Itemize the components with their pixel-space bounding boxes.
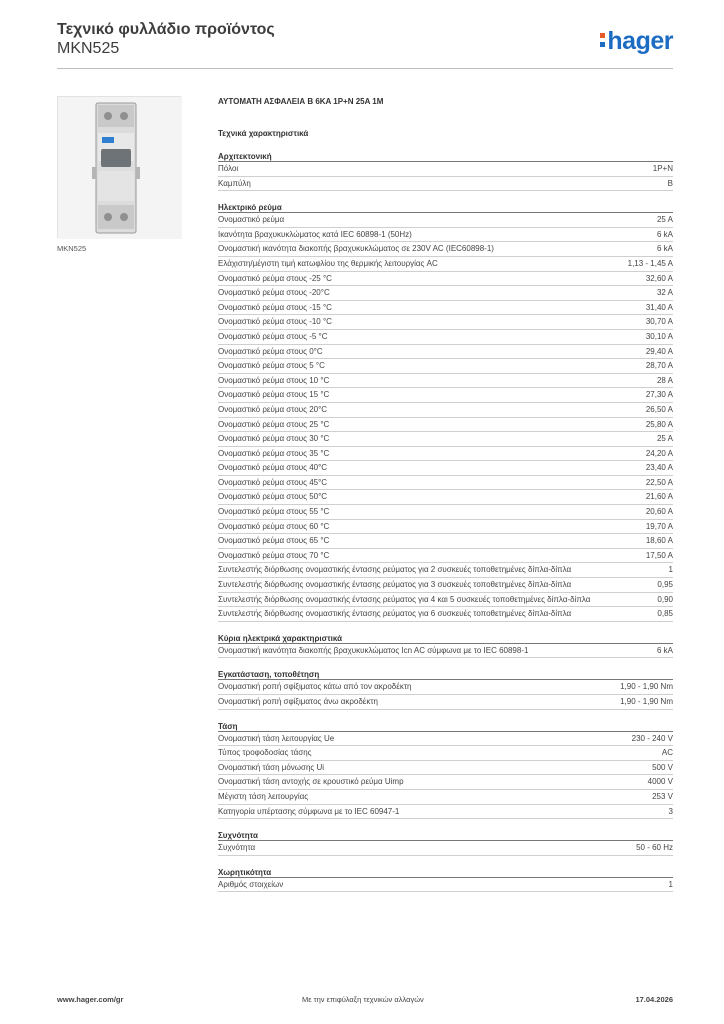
spec-label: Ονομαστικό ρεύμα στους -15 °C — [218, 302, 332, 312]
spec-value: 253 V — [652, 791, 673, 801]
spec-row — [218, 177, 673, 192]
spec-label: Ικανότητα βραχυκυκλώματος κατά IEC 60898-1 (50Hz) — [218, 229, 412, 239]
spec-value: AC — [661, 748, 673, 758]
spec-row — [218, 790, 673, 805]
spec-row — [218, 301, 673, 316]
spec-group-title: Αρχιτεκτονική — [218, 151, 673, 162]
spec-group — [218, 830, 673, 856]
spec-label: Ονομαστικό ρεύμα στους -5 °C — [218, 331, 328, 341]
spec-value: 18,60 A — [645, 536, 673, 546]
spec-row — [218, 746, 673, 761]
spec-value: 3 — [668, 806, 673, 816]
spec-row — [218, 805, 673, 820]
spec-value: 6 kA — [656, 229, 673, 239]
spec-row — [218, 162, 673, 177]
spec-label: Ονομαστικό ρεύμα στους -20°C — [218, 288, 330, 298]
spec-label: Συντελεστής διόρθωσης ονομαστικής έντασης ρεύματος για 6 συσκευές τοποθετημένες δίπλα-δίπλα — [218, 609, 572, 619]
spec-label: Ονομαστική ροπή σφίξιματος κάτω από τον ακροδέκτη — [218, 682, 412, 692]
spec-row — [218, 213, 673, 228]
spec-value: 25 A — [656, 215, 673, 225]
product-code: MKN525 — [57, 40, 120, 57]
spec-row — [218, 286, 673, 301]
spec-value: B — [667, 178, 673, 188]
spec-group — [218, 151, 673, 191]
spec-row — [218, 644, 673, 659]
spec-value: 25 A — [656, 434, 673, 444]
spec-row — [218, 878, 673, 893]
spec-group — [218, 721, 673, 820]
spec-row — [218, 374, 673, 389]
spec-value: 17,50 A — [645, 550, 673, 560]
spec-group-title: Εγκατάσταση, τοποθέτηση — [218, 669, 673, 680]
spec-row — [218, 578, 673, 593]
spec-label: Συντελεστής διόρθωσης ονομαστικής έντασης ρεύματος για 2 συσκευές τοποθετημένες δίπλα-δίπλα — [218, 565, 572, 575]
header-divider — [57, 68, 673, 69]
spec-label: Ονομαστική τάση λειτουργίας Ue — [218, 733, 335, 743]
spec-row — [218, 520, 673, 535]
spec-label: Αριθμός στοιχείων — [218, 879, 284, 889]
spec-value: 500 V — [652, 762, 673, 772]
spec-sheet — [218, 96, 673, 892]
spec-row — [218, 418, 673, 433]
spec-group — [218, 669, 673, 709]
spec-group-title: Κύρια ηλεκτρικά χαρακτηριστικά — [218, 633, 673, 644]
spec-label: Ονομαστικό ρεύμα στους 30 °C — [218, 434, 330, 444]
spec-value: 24,20 A — [645, 448, 673, 458]
spec-value: 28 A — [656, 375, 673, 385]
spec-row — [218, 461, 673, 476]
spec-value: 22,50 A — [645, 477, 673, 487]
spec-row — [218, 534, 673, 549]
spec-label: Ονομαστικό ρεύμα στους 35 °C — [218, 448, 330, 458]
spec-row — [218, 490, 673, 505]
spec-value: 230 - 240 V — [631, 733, 673, 743]
spec-value: 6 kA — [656, 645, 673, 655]
spec-value: 29,40 A — [645, 346, 673, 356]
spec-label: Ονομαστική ροπή σφίξιματος άνω ακροδέκτη — [218, 697, 378, 706]
spec-label: Ονομαστικό ρεύμα στους 20°C — [218, 404, 328, 414]
spec-row — [218, 330, 673, 345]
spec-label: Ονομαστικό ρεύμα στους 15 °C — [218, 390, 330, 400]
spec-row — [218, 359, 673, 374]
spec-row — [218, 476, 673, 491]
spec-label: Κατηγορία υπέρτασης σύμφωνα με το IEC 60947-1 — [218, 806, 400, 816]
spec-row — [218, 732, 673, 747]
spec-label: Ονομαστικό ρεύμα στους 45°C — [218, 477, 328, 487]
spec-group — [218, 867, 673, 893]
spec-row — [218, 345, 673, 360]
spec-row — [218, 257, 673, 272]
spec-row — [218, 388, 673, 403]
page-header — [57, 20, 673, 68]
spec-label: Συχνότητα — [218, 843, 256, 853]
logo-text: hager — [607, 27, 673, 55]
spec-group-title: Συχνότητα — [218, 830, 673, 841]
footer-website-link[interactable]: www.hager.com/gr — [57, 995, 124, 1004]
spec-value: 21,60 A — [645, 492, 673, 502]
spec-groups — [218, 151, 673, 892]
spec-value: 19,70 A — [645, 521, 673, 531]
spec-label: Ονομαστικό ρεύμα στους -10 °C — [218, 317, 332, 327]
spec-label: Ονομαστικό ρεύμα στους 10 °C — [218, 375, 330, 385]
spec-group-title: Τάση — [218, 721, 673, 732]
spec-value: 23,40 A — [645, 463, 673, 473]
document-title: Τεχνικό φυλλάδιο προϊόντος — [57, 21, 275, 38]
spec-label: Ονομαστικό ρεύμα στους 40°C — [218, 463, 328, 473]
spec-group — [218, 202, 673, 622]
section-title: Τεχνικά χαρακτηριστικά — [218, 129, 309, 138]
spec-label: Ονομαστικό ρεύμα — [218, 215, 285, 225]
spec-label: Ονομαστικό ρεύμα στους 50°C — [218, 492, 328, 502]
spec-value: 26,50 A — [645, 404, 673, 414]
spec-value: 0,95 — [657, 580, 673, 590]
spec-row — [218, 228, 673, 243]
spec-label: Ονομαστική τάση αντοχής σε κρουστικό ρεύμα Uimp — [218, 777, 404, 787]
spec-row — [218, 432, 673, 447]
spec-value: 1 — [668, 565, 673, 575]
spec-label: Ονομαστική ικανότητα διακοπής βραχυκυκλώματος σε 230V AC (IEC60898-1) — [218, 244, 494, 254]
spec-value: 30,70 A — [645, 317, 673, 327]
spec-label: Ελάχιστη/μέγιστη τιμή κατωφλίου της θερμικής λειτουργίας AC — [218, 258, 438, 268]
spec-value: 0,85 — [657, 609, 673, 619]
footer-notice: Με την επιφύλαξη τεχνικών αλλαγών — [302, 995, 424, 1004]
spec-value: 20,60 A — [645, 507, 673, 517]
spec-label: Ονομαστικό ρεύμα στους 0°C — [218, 346, 323, 356]
spec-label: Τύπος τροφοδοσίας τάσης — [218, 748, 312, 758]
spec-value: 1,90 - 1,90 Nm — [620, 697, 673, 706]
spec-value: 28,70 A — [645, 361, 673, 371]
spec-value: 27,30 A — [645, 390, 673, 400]
spec-group-title: Χωρητικότητα — [218, 867, 673, 878]
spec-label: Ονομαστική τάση μόνωσης Ui — [218, 762, 325, 772]
spec-label: Πόλοι — [218, 164, 239, 173]
logo-dots-icon — [600, 33, 605, 51]
spec-row — [218, 403, 673, 418]
spec-row — [218, 841, 673, 856]
spec-value: 50 - 60 Hz — [636, 843, 673, 853]
circuit-breaker-icon — [58, 97, 182, 239]
spec-row — [218, 563, 673, 578]
spec-row — [218, 607, 673, 622]
spec-row — [218, 695, 673, 710]
spec-row — [218, 775, 673, 790]
spec-row — [218, 315, 673, 330]
spec-group-title: Ηλεκτρικό ρεύμα — [218, 202, 673, 213]
spec-label: Ονομαστικό ρεύμα στους 25 °C — [218, 419, 330, 429]
spec-label: Ονομαστικό ρεύμα στους 70 °C — [218, 550, 330, 560]
spec-row — [218, 761, 673, 776]
hager-logo — [600, 28, 673, 54]
spec-value: 25,80 A — [645, 419, 673, 429]
spec-row — [218, 593, 673, 608]
spec-value: 32,60 A — [645, 273, 673, 283]
spec-row — [218, 680, 673, 695]
spec-value: 1 — [668, 879, 673, 889]
spec-group — [218, 633, 673, 659]
spec-value: 1,13 - 1,45 A — [627, 258, 673, 268]
spec-value: 32 A — [656, 288, 673, 298]
spec-value: 1P+N — [652, 164, 673, 173]
spec-label: Συντελεστής διόρθωσης ονομαστικής έντασης ρεύματος για 3 συσκευές τοποθετημένες δίπλα-δίπλα — [218, 580, 572, 590]
spec-label: Συντελεστής διόρθωσης ονομαστικής έντασης ρεύματος για 4 και 5 συσκευές τοποθετημένες δίπλα-δίπλα — [218, 594, 591, 604]
spec-label: Ονομαστικό ρεύμα στους -25 °C — [218, 273, 332, 283]
spec-row — [218, 505, 673, 520]
spec-value: 6 kA — [656, 244, 673, 254]
spec-value: 31,40 A — [645, 302, 673, 312]
spec-value: 1,90 - 1,90 Nm — [620, 682, 673, 692]
spec-label: Ονομαστικό ρεύμα στους 65 °C — [218, 536, 330, 546]
footer-date: 17.04.2026 — [635, 995, 673, 1004]
spec-row — [218, 242, 673, 257]
spec-value: 4000 V — [647, 777, 673, 787]
spec-label: Ονομαστικό ρεύμα στους 60 °C — [218, 521, 330, 531]
spec-label: Μέγιστη τάση λειτουργίας — [218, 791, 309, 801]
product-image-caption: MKN525 — [57, 244, 87, 253]
product-name: ΑΥΤΟΜΑΤΗ ΑΣΦΑΛΕΙΑ B 6KA 1P+N 25A 1M — [218, 97, 384, 106]
spec-label: Ονομαστικό ρεύμα στους 5 °C — [218, 361, 325, 371]
spec-label: Ονομαστικό ρεύμα στους 55 °C — [218, 507, 330, 517]
spec-row — [218, 549, 673, 564]
product-image — [57, 96, 181, 238]
spec-label: Καμπύλη — [218, 178, 251, 188]
spec-value: 30,10 A — [645, 331, 673, 341]
spec-label: Ονομαστική ικανότητα διακοπής βραχυκυκλώματος Icn AC σύμφωνα με το IEC 60898-1 — [218, 645, 529, 655]
spec-value: 0,90 — [657, 594, 673, 604]
spec-row — [218, 447, 673, 462]
spec-row — [218, 272, 673, 287]
page-footer — [57, 995, 673, 1007]
